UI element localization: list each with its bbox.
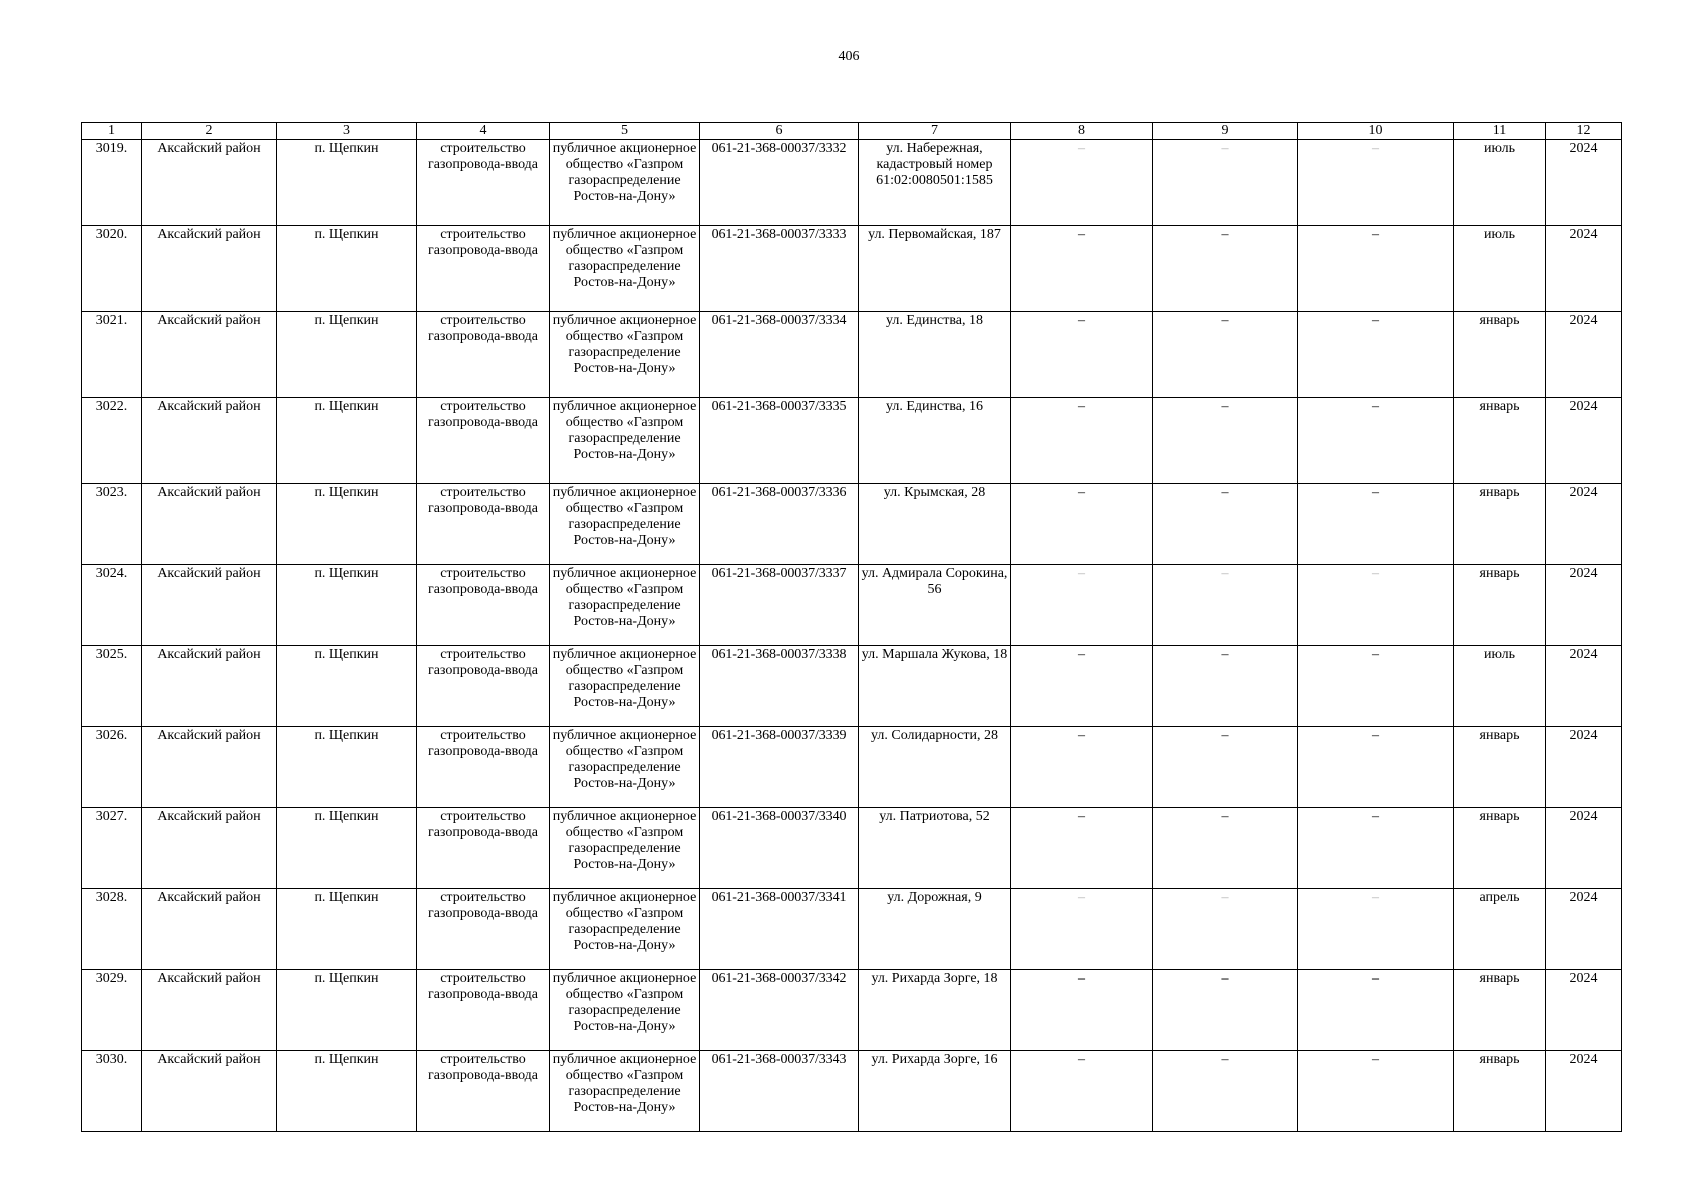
registry-code-cell: 061-21-368-00037/3341 — [700, 889, 859, 970]
settlement-cell: п. Щепкин — [277, 484, 417, 565]
column-8-cell: – — [1011, 312, 1153, 398]
column-header-1: 1 — [82, 123, 142, 140]
settlement-cell: п. Щепкин — [277, 140, 417, 226]
row-number: 3019. — [82, 140, 142, 226]
column-10-cell: – — [1298, 646, 1454, 727]
address-cell: ул. Первомайская, 187 — [859, 226, 1011, 312]
column-9-cell: – — [1153, 808, 1298, 889]
settlement-cell: п. Щепкин — [277, 565, 417, 646]
table-row — [82, 889, 1622, 970]
address-cell: ул. Адмирала Сорокина, 56 — [859, 565, 1011, 646]
table-row — [82, 565, 1622, 646]
settlement-cell: п. Щепкин — [277, 398, 417, 484]
column-9-cell: – — [1153, 646, 1298, 727]
year-cell: 2024 — [1546, 889, 1622, 970]
column-10-cell: – — [1298, 808, 1454, 889]
column-8-cell: – — [1011, 398, 1153, 484]
table-body — [82, 140, 1622, 1132]
column-9-cell: – — [1153, 398, 1298, 484]
table-row — [82, 226, 1622, 312]
address-cell: ул. Крымская, 28 — [859, 484, 1011, 565]
registry-code-cell: 061-21-368-00037/3332 — [700, 140, 859, 226]
column-header-4: 4 — [417, 123, 550, 140]
table-row — [82, 646, 1622, 727]
work-type-cell: строительство газопровода-ввода — [417, 484, 550, 565]
address-cell: ул. Единства, 18 — [859, 312, 1011, 398]
column-header-2: 2 — [142, 123, 277, 140]
column-9-cell: – — [1153, 484, 1298, 565]
column-8-cell: – — [1011, 646, 1153, 727]
district-cell: Аксайский район — [142, 226, 277, 312]
row-number: 3028. — [82, 889, 142, 970]
month-cell: январь — [1454, 970, 1546, 1051]
organization-cell: публичное акционерное общество «Газпром газораспределение Ростов-на-Дону» — [550, 808, 700, 889]
organization-cell: публичное акционерное общество «Газпром газораспределение Ростов-на-Дону» — [550, 312, 700, 398]
settlement-cell: п. Щепкин — [277, 808, 417, 889]
registry-code-cell: 061-21-368-00037/3336 — [700, 484, 859, 565]
month-cell: январь — [1454, 398, 1546, 484]
work-type-cell: строительство газопровода-ввода — [417, 727, 550, 808]
organization-cell: публичное акционерное общество «Газпром газораспределение Ростов-на-Дону» — [550, 889, 700, 970]
column-header-9: 9 — [1153, 123, 1298, 140]
district-cell: Аксайский район — [142, 646, 277, 727]
month-cell: июль — [1454, 646, 1546, 727]
settlement-cell: п. Щепкин — [277, 970, 417, 1051]
organization-cell: публичное акционерное общество «Газпром газораспределение Ростов-на-Дону» — [550, 398, 700, 484]
settlement-cell: п. Щепкин — [277, 889, 417, 970]
row-number: 3020. — [82, 226, 142, 312]
table-header — [82, 123, 1622, 140]
column-10-cell: – — [1298, 312, 1454, 398]
column-9-cell: – — [1153, 1051, 1298, 1132]
district-cell: Аксайский район — [142, 484, 277, 565]
organization-cell: публичное акционерное общество «Газпром газораспределение Ростов-на-Дону» — [550, 1051, 700, 1132]
registry-code-cell: 061-21-368-00037/3333 — [700, 226, 859, 312]
column-9-cell: – — [1153, 312, 1298, 398]
district-cell: Аксайский район — [142, 140, 277, 226]
column-10-cell: – — [1298, 970, 1454, 1051]
work-type-cell: строительство газопровода-ввода — [417, 889, 550, 970]
column-header-7: 7 — [859, 123, 1011, 140]
work-type-cell: строительство газопровода-ввода — [417, 1051, 550, 1132]
row-number: 3022. — [82, 398, 142, 484]
column-10-cell: – — [1298, 226, 1454, 312]
month-cell: июль — [1454, 140, 1546, 226]
registry-code-cell: 061-21-368-00037/3334 — [700, 312, 859, 398]
work-type-cell: строительство газопровода-ввода — [417, 312, 550, 398]
column-8-cell: – — [1011, 226, 1153, 312]
table-row — [82, 1051, 1622, 1132]
settlement-cell: п. Щепкин — [277, 727, 417, 808]
district-cell: Аксайский район — [142, 565, 277, 646]
address-cell: ул. Единства, 16 — [859, 398, 1011, 484]
month-cell: апрель — [1454, 889, 1546, 970]
column-header-10: 10 — [1298, 123, 1454, 140]
row-number: 3023. — [82, 484, 142, 565]
year-cell: 2024 — [1546, 970, 1622, 1051]
column-header-3: 3 — [277, 123, 417, 140]
address-cell: ул. Рихарда Зорге, 18 — [859, 970, 1011, 1051]
row-number: 3029. — [82, 970, 142, 1051]
row-number: 3024. — [82, 565, 142, 646]
column-8-cell: – — [1011, 889, 1153, 970]
column-8-cell: – — [1011, 970, 1153, 1051]
table-row — [82, 140, 1622, 226]
address-cell: ул. Рихарда Зорге, 16 — [859, 1051, 1011, 1132]
organization-cell: публичное акционерное общество «Газпром газораспределение Ростов-на-Дону» — [550, 140, 700, 226]
column-8-cell: – — [1011, 808, 1153, 889]
work-type-cell: строительство газопровода-ввода — [417, 565, 550, 646]
address-cell: ул. Маршала Жукова, 18 — [859, 646, 1011, 727]
column-8-cell: – — [1011, 484, 1153, 565]
row-number: 3021. — [82, 312, 142, 398]
table-row — [82, 398, 1622, 484]
column-9-cell: – — [1153, 727, 1298, 808]
table-row — [82, 484, 1622, 565]
row-number: 3025. — [82, 646, 142, 727]
month-cell: январь — [1454, 1051, 1546, 1132]
table-row — [82, 970, 1622, 1051]
organization-cell: публичное акционерное общество «Газпром газораспределение Ростов-на-Дону» — [550, 970, 700, 1051]
column-header-8: 8 — [1011, 123, 1153, 140]
address-cell: ул. Солидарности, 28 — [859, 727, 1011, 808]
month-cell: январь — [1454, 565, 1546, 646]
column-8-cell: – — [1011, 727, 1153, 808]
work-type-cell: строительство газопровода-ввода — [417, 140, 550, 226]
work-type-cell: строительство газопровода-ввода — [417, 970, 550, 1051]
row-number: 3030. — [82, 1051, 142, 1132]
district-cell: Аксайский район — [142, 1051, 277, 1132]
work-type-cell: строительство газопровода-ввода — [417, 646, 550, 727]
column-header-6: 6 — [700, 123, 859, 140]
column-10-cell: – — [1298, 1051, 1454, 1132]
month-cell: январь — [1454, 484, 1546, 565]
year-cell: 2024 — [1546, 1051, 1622, 1132]
work-type-cell: строительство газопровода-ввода — [417, 808, 550, 889]
column-header-12: 12 — [1546, 123, 1622, 140]
organization-cell: публичное акционерное общество «Газпром газораспределение Ростов-на-Дону» — [550, 226, 700, 312]
row-number: 3026. — [82, 727, 142, 808]
column-8-cell: – — [1011, 140, 1153, 226]
district-cell: Аксайский район — [142, 312, 277, 398]
month-cell: январь — [1454, 312, 1546, 398]
settlement-cell: п. Щепкин — [277, 312, 417, 398]
column-10-cell: – — [1298, 889, 1454, 970]
registry-code-cell: 061-21-368-00037/3340 — [700, 808, 859, 889]
district-cell: Аксайский район — [142, 808, 277, 889]
column-header-5: 5 — [550, 123, 700, 140]
column-10-cell: – — [1298, 727, 1454, 808]
table-row — [82, 727, 1622, 808]
work-type-cell: строительство газопровода-ввода — [417, 398, 550, 484]
column-8-cell: – — [1011, 565, 1153, 646]
month-cell: январь — [1454, 727, 1546, 808]
table-row — [82, 312, 1622, 398]
organization-cell: публичное акционерное общество «Газпром газораспределение Ростов-на-Дону» — [550, 727, 700, 808]
settlement-cell: п. Щепкин — [277, 646, 417, 727]
year-cell: 2024 — [1546, 565, 1622, 646]
organization-cell: публичное акционерное общество «Газпром газораспределение Ростов-на-Дону» — [550, 565, 700, 646]
column-8-cell: – — [1011, 1051, 1153, 1132]
column-9-cell: – — [1153, 565, 1298, 646]
column-9-cell: – — [1153, 970, 1298, 1051]
settlement-cell: п. Щепкин — [277, 1051, 417, 1132]
column-9-cell: – — [1153, 889, 1298, 970]
address-cell: ул. Набережная, кадастровый номер 61:02:0080501:1585 — [859, 140, 1011, 226]
registry-code-cell: 061-21-368-00037/3337 — [700, 565, 859, 646]
page-number: 406 — [838, 49, 860, 64]
column-9-cell: – — [1153, 226, 1298, 312]
column-10-cell: – — [1298, 565, 1454, 646]
year-cell: 2024 — [1546, 808, 1622, 889]
registry-code-cell: 061-21-368-00037/3338 — [700, 646, 859, 727]
column-10-cell: – — [1298, 398, 1454, 484]
district-cell: Аксайский район — [142, 398, 277, 484]
organization-cell: публичное акционерное общество «Газпром газораспределение Ростов-на-Дону» — [550, 484, 700, 565]
address-cell: ул. Дорожная, 9 — [859, 889, 1011, 970]
year-cell: 2024 — [1546, 646, 1622, 727]
settlement-cell: п. Щепкин — [277, 226, 417, 312]
registry-code-cell: 061-21-368-00037/3339 — [700, 727, 859, 808]
organization-cell: публичное акционерное общество «Газпром газораспределение Ростов-на-Дону» — [550, 646, 700, 727]
column-header-11: 11 — [1454, 123, 1546, 140]
work-type-cell: строительство газопровода-ввода — [417, 226, 550, 312]
registry-table — [81, 122, 1622, 1132]
header-row — [82, 123, 1622, 140]
month-cell: июль — [1454, 226, 1546, 312]
table-row — [82, 808, 1622, 889]
year-cell: 2024 — [1546, 727, 1622, 808]
year-cell: 2024 — [1546, 140, 1622, 226]
column-10-cell: – — [1298, 484, 1454, 565]
district-cell: Аксайский район — [142, 970, 277, 1051]
row-number: 3027. — [82, 808, 142, 889]
column-10-cell: – — [1298, 140, 1454, 226]
column-9-cell: – — [1153, 140, 1298, 226]
district-cell: Аксайский район — [142, 727, 277, 808]
district-cell: Аксайский район — [142, 889, 277, 970]
registry-code-cell: 061-21-368-00037/3342 — [700, 970, 859, 1051]
year-cell: 2024 — [1546, 398, 1622, 484]
year-cell: 2024 — [1546, 226, 1622, 312]
year-cell: 2024 — [1546, 312, 1622, 398]
month-cell: январь — [1454, 808, 1546, 889]
registry-code-cell: 061-21-368-00037/3343 — [700, 1051, 859, 1132]
year-cell: 2024 — [1546, 484, 1622, 565]
registry-code-cell: 061-21-368-00037/3335 — [700, 398, 859, 484]
address-cell: ул. Патриотова, 52 — [859, 808, 1011, 889]
